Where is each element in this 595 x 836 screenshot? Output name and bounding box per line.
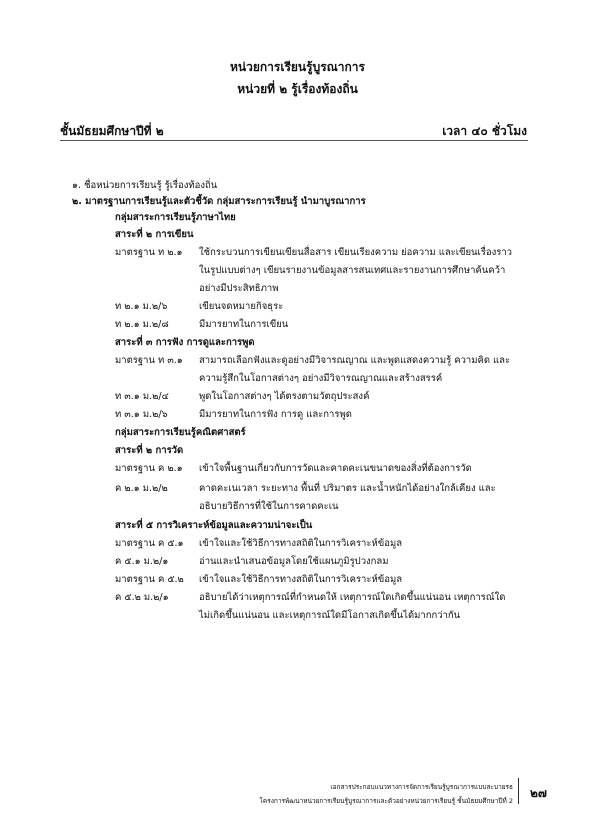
standard-text: ใช้กระบวนการเขียนเขียนสื่อสาร เขียนเรียงความ ย่อความ และเขียนเรื่องราว — [199, 247, 513, 258]
standard-text: ความรู้สึกในโอกาสต่างๆ อย่างมีวิจารณญาณและสร้างสรรค์ — [199, 373, 443, 384]
document-subtitle: หน่วยที่ ๒ รู้เรื่องท้องถิ่น — [237, 82, 358, 96]
indicator-text: ไม่เกิดขึ้นแน่นอน และเหตุการณ์ใดมีโอกาสเกิดขึ้นได้มากกว่ากัน — [199, 610, 461, 621]
grade-level: ชั้นมัธยมศึกษาปีที่ ๒ — [60, 124, 164, 138]
indicator-text: คาดคะเนเวลา ระยะทาง พื้นที่ ปริมาตร และน้ำหนักได้อย่างใกล้เคียง และ — [199, 483, 496, 494]
math-strand-5-heading: สาระที่ ๕ การวิเคราะห์ข้อมูลและความน่าจะเป็น — [115, 520, 313, 531]
standard-text: เข้าใจและใช้วิธีการทางสถิติในการวิเคราะห์ข้อมูล — [199, 574, 403, 585]
thai-group-heading: กลุ่มสาระการเรียนรู้ภาษาไทย — [115, 212, 236, 223]
document-title: หน่วยการเรียนรู้บูรณาการ — [230, 60, 365, 74]
indicator-code: ท ๒.๑ ม.๒/๘ — [115, 319, 169, 330]
thai-strand-2-heading: สาระที่ ๒ การเขียน — [115, 229, 194, 240]
section-2-heading: ๒. มาตรฐานการเรียนรู้และตัวชี้วัด กลุ่มสาระการเรียนรู้ นำมาบูรณาการ — [72, 196, 366, 207]
page-number: ๒๗ — [530, 786, 547, 800]
standard-text: ในรูปแบบต่างๆ เขียนรายงานข้อมูลสารสนเทศและรายงานการศึกษาค้นคว้า — [199, 265, 506, 276]
standard-text: สามารถเลือกฟังและดูอย่างมีวิจารณญาณ และพูดแสดงความรู้ ความคิด และ — [199, 355, 511, 366]
indicator-code: ค ๕.๑ ม.๒/๑ — [115, 556, 169, 567]
time-allotment: เวลา ๔๐ ชั่วโมง — [442, 124, 527, 138]
thai-strand-3-heading: สาระที่ ๓ การฟัง การดูและการพูด — [115, 337, 255, 348]
standard-text: เข้าใจพื้นฐานเกี่ยวกับการวัดและคาดคะเนขนาดของสิ่งที่ต้องการวัด — [199, 463, 472, 474]
indicator-text: เขียนจดหมายกิจธุระ — [199, 301, 284, 312]
indicator-text: มีมารยาทในการฟัง การดู และการพูด — [199, 409, 352, 420]
section-1-unit-name: ๑. ชื่อหน่วยการเรียนรู้ รู้เรื่องท้องถิ่น — [72, 180, 218, 191]
indicator-text: อ่านและนำเสนอข้อมูลโดยใช้แผนภูมิรูปวงกลม — [199, 556, 389, 567]
indicator-text: พูดในโอกาสต่างๆ ได้ตรงตามวัตถุประสงค์ — [199, 391, 370, 402]
indicator-code: ท ๓.๑ ม.๒/๖ — [115, 409, 168, 420]
math-strand-2-heading: สาระที่ ๒ การวัด — [115, 445, 184, 456]
indicator-code: ท ๓.๑ ม.๒/๔ — [115, 391, 169, 402]
standard-code: มาตรฐาน ท ๓.๑ — [115, 355, 183, 366]
header-divider — [60, 140, 528, 141]
footer-line-1: เอกสารประกอบแนวทางการจัดการเรียนรู้บูรณาการแบบสะบายรธ — [330, 783, 513, 791]
indicator-code: ท ๒.๑ ม.๒/๖ — [115, 301, 168, 312]
indicator-code: ค ๒.๑ ม.๒/๒ — [115, 483, 168, 494]
standard-code: มาตรฐาน ค ๒.๑ — [115, 463, 183, 474]
standard-code: มาตรฐาน ค ๕.๑ — [115, 538, 184, 549]
math-group-heading: กลุ่มสาระการเรียนรู้คณิตศาสตร์ — [115, 427, 246, 438]
footer-line-2: โครงการพัฒนาหน่วยการเรียนรู้บูรณาการและตัวอย่างหน่วยการเรียนรู้ ชั้นมัธยมศึกษาปีที่ 2 — [259, 797, 513, 805]
standard-code: มาตรฐาน ค ๕.๒ — [115, 574, 184, 585]
standard-text: เข้าใจและใช้วิธีการทางสถิติในการวิเคราะห์ข้อมูล — [199, 538, 403, 549]
indicator-text: มีมารยาทในการเขียน — [199, 319, 289, 330]
standard-text: อย่างมีประสิทธิภาพ — [199, 283, 279, 294]
standard-code: มาตรฐาน ท ๒.๑ — [115, 247, 183, 258]
indicator-text: อธิบายวิธีการที่ใช้ในการคาดคะเน — [199, 501, 339, 512]
footer-divider — [518, 778, 519, 804]
indicator-code: ค ๕.๒ ม.๒/๑ — [115, 592, 169, 603]
indicator-text: อธิบายได้ว่าเหตุการณ์ที่กำหนดให้ เหตุการณ์ใดเกิดขึ้นแน่นอน เหตุการณ์ใด — [199, 592, 506, 603]
